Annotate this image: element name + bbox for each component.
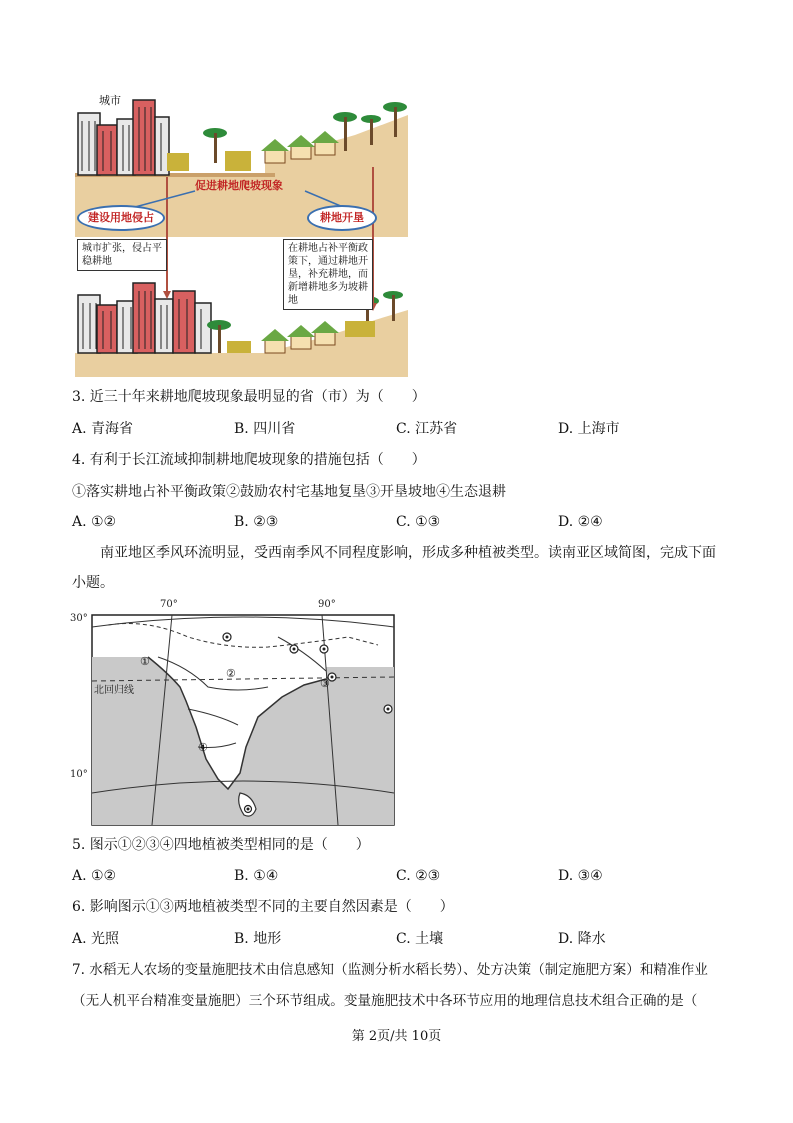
passage-line-2: 小题。 [72,575,114,591]
question-3-option-d: D. 上海市 [558,421,620,437]
question-3-option-a: A. 青海省 [72,421,134,437]
map-marker-3: ③ [320,677,330,690]
lat-30-label: 30° [70,613,88,624]
farmland-illustration [75,95,408,377]
question-5-option-b: B. ①④ [234,868,279,884]
question-6-stem: 6. 影响图示①③两地植被类型不同的主要自然因素是（ ） [72,899,454,915]
question-5-option-c: C. ②③ [396,868,441,884]
question-4-option-c: C. ①③ [396,514,441,530]
illustration-graphic [75,95,408,377]
map-marker-4: ④ [198,741,208,754]
right-box: 在耕地占补平衡政策下，通过耕地开垦，补充耕地，而新增耕地多为坡耕地 [283,239,373,310]
lon-70-label: 70° [160,599,178,610]
south-asia-map [68,597,398,829]
question-6-option-d: D. 降水 [558,931,606,947]
question-5-option-a: A. ①② [72,868,117,884]
tropic-label: 北回归线 [94,685,134,696]
map-marker-2: ② [226,667,236,680]
question-6-option-a: A. 光照 [72,931,120,947]
passage-line-1: 南亚地区季风环流明显，受西南季风不同程度影响，形成多种植被类型。读南亚区域简图，完成下面 [100,545,716,561]
map-graphic [68,597,398,829]
question-6-option-b: B. 地形 [234,931,282,947]
question-3-option-b: B. 四川省 [234,421,296,437]
question-3-stem: 3. 近三十年来耕地爬坡现象最明显的省（市）为（ ） [72,389,426,405]
lat-10-label: 10° [70,769,88,780]
question-3-option-c: C. 江苏省 [396,421,458,437]
page-footer: 第 2页/共 10页 [351,1029,442,1044]
question-4-items: ①落实耕地占补平衡政策②鼓励农村宅基地复垦③开垦坡地④生态退耕 [72,484,506,500]
question-4-option-b: B. ②③ [234,514,279,530]
lon-90-label: 90° [318,599,336,610]
question-6-option-c: C. 土壤 [396,931,444,947]
center-banner: 促进耕地爬坡现象 [195,179,283,192]
question-7-stem-line-2: （无人机平台精准变量施肥）三个环节组成。变量施肥技术中各环节应用的地理信息技术组合正确的是（ [72,993,698,1009]
question-4-option-a: A. ①② [72,514,117,530]
question-4-option-d: D. ②④ [558,514,603,530]
left-oval: 建设用地侵占 [77,205,165,231]
right-oval: 耕地开垦 [307,205,377,231]
question-5-option-d: D. ③④ [558,868,603,884]
city-label: 城市 [99,94,121,107]
left-box: 城市扩张，侵占平稳耕地 [77,239,167,271]
question-4-stem: 4. 有利于长江流域抑制耕地爬坡现象的措施包括（ ） [72,452,426,468]
question-5-stem: 5. 图示①②③④四地植被类型相同的是（ ） [72,837,370,853]
question-7-stem: 7. 水稻无人农场的变量施肥技术由信息感知（监测分析水稻长势）、处方决策（制定施肥方案）和精准作业 [72,962,708,978]
map-marker-1: ① [140,655,150,668]
